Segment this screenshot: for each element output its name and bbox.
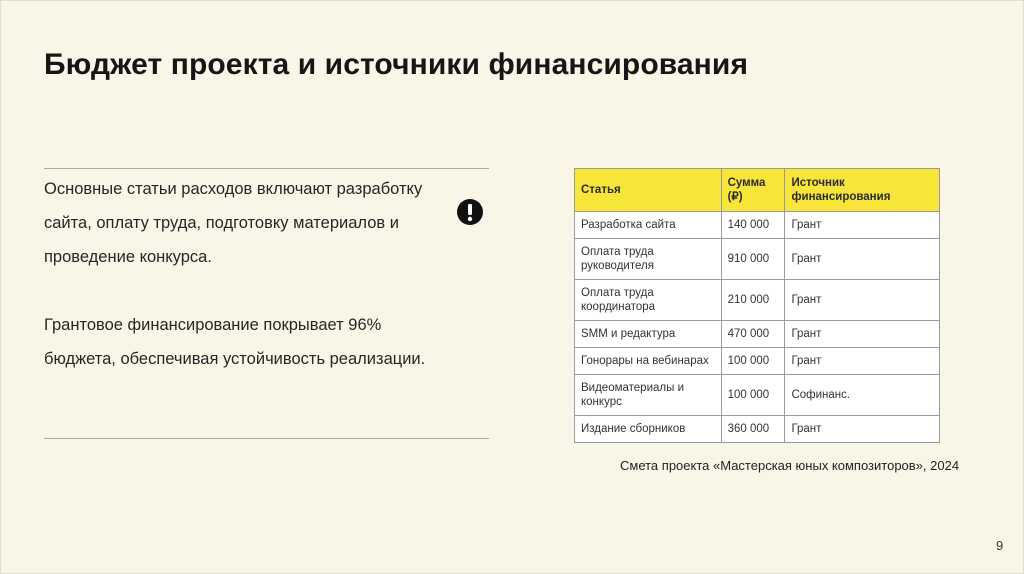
table-row	[575, 239, 940, 280]
table-row	[575, 348, 940, 375]
page-number: 9	[996, 538, 1004, 553]
table-caption: Смета проекта «Мастерская юных композиторов», 2024	[620, 458, 960, 473]
table-row	[575, 375, 940, 416]
cell-amount: 100 000	[721, 348, 785, 375]
table-row	[575, 212, 940, 239]
cell-item: Разработка сайта	[575, 212, 722, 239]
cell-source: Грант	[785, 212, 940, 239]
page-title: Бюджет проекта и источники финансирования	[44, 48, 749, 81]
cell-item: SMM и редактура	[575, 321, 722, 348]
cell-amount: 910 000	[721, 239, 785, 280]
cell-item: Издание сборников	[575, 416, 722, 443]
cell-source: Грант	[785, 348, 940, 375]
cell-source: Софинанс.	[785, 375, 940, 416]
cell-amount: 140 000	[721, 212, 785, 239]
cell-amount: 210 000	[721, 280, 785, 321]
cell-source: Грант	[785, 280, 940, 321]
cell-amount: 100 000	[721, 375, 785, 416]
cell-source: Грант	[785, 321, 940, 348]
cell-amount: 470 000	[721, 321, 785, 348]
table-row	[575, 416, 940, 443]
exclamation-circle-icon	[456, 198, 484, 226]
cell-source: Грант	[785, 416, 940, 443]
budget-table-container	[574, 168, 940, 443]
paragraph-expenses: Основные статьи расходов включают разработку сайта, оплату труда, подготовку материалов и проведение конкурса.	[44, 180, 423, 266]
table-row	[575, 280, 940, 321]
budget-table	[574, 168, 940, 443]
cell-source: Грант	[785, 239, 940, 280]
cell-item: Видеоматериалы и конкурс	[575, 375, 722, 416]
table-header-row	[575, 169, 940, 212]
divider-bottom	[44, 438, 489, 439]
table-row	[575, 321, 940, 348]
divider-top	[44, 168, 489, 169]
header-amount: Сумма (₽)	[721, 169, 785, 212]
cell-item: Оплата труда координатора	[575, 280, 722, 321]
header-item: Статья	[575, 169, 722, 212]
paragraph-grant: Грантовое финансирование покрывает 96% бюджета, обеспечивая устойчивость реализации.	[44, 316, 426, 368]
cell-item: Гонорары на вебинарах	[575, 348, 722, 375]
cell-item: Оплата труда руководителя	[575, 239, 722, 280]
header-source: Источник финансирования	[785, 169, 940, 212]
cell-amount: 360 000	[721, 416, 785, 443]
